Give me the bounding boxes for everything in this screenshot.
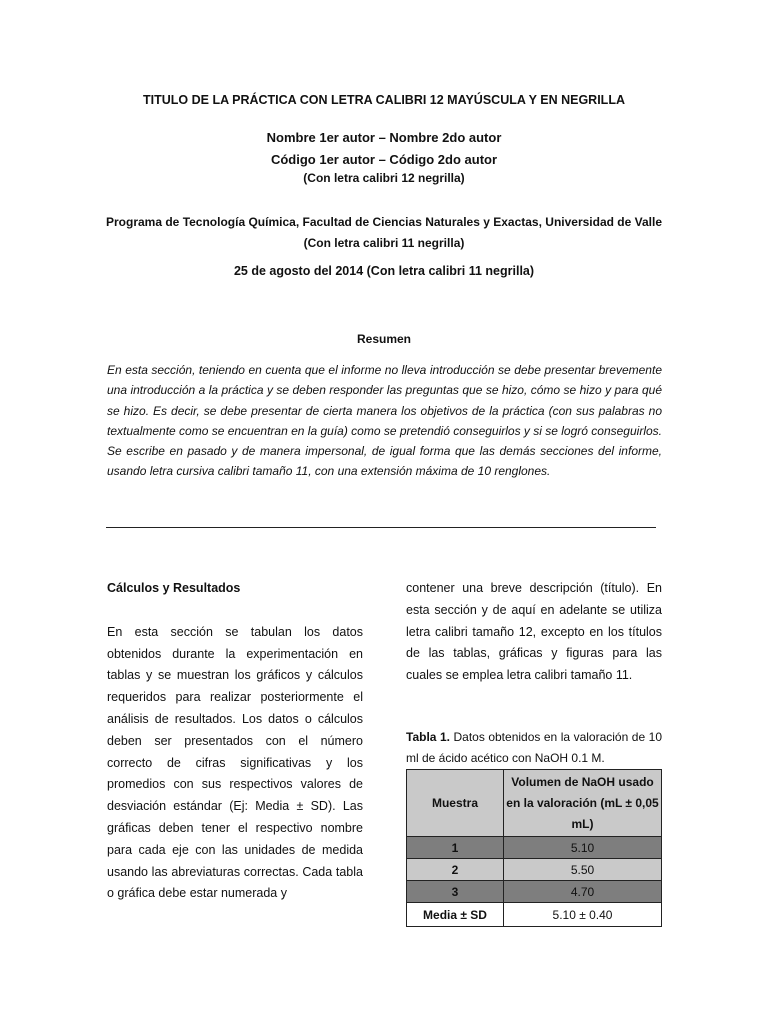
- date-line: 25 de agosto del 2014 (Con letra calibri 11 negrilla): [233, 264, 535, 278]
- results-table: [406, 769, 662, 927]
- program-note: (Con letra calibri 11 negrilla): [303, 236, 465, 250]
- section-divider: [106, 527, 656, 528]
- table-caption: [406, 727, 662, 769]
- table-header-volume: Volumen de NaOH usado en la valoración (mL ± 0,05 mL): [504, 770, 662, 837]
- table-cell-volume: 5.50: [504, 859, 662, 881]
- table-footer-label: Media ± SD: [407, 903, 504, 927]
- table-cell-volume: 4.70: [504, 881, 662, 903]
- authors-line: Nombre 1er autor – Nombre 2do autor: [266, 130, 502, 145]
- left-column-text: En esta sección se tabulan los datos obtenidos durante la experimentación en tablas y se muestran los gráficos y cálculos requeridos para realizar posteriormente el análisis de resultados. Los datos o cálculos deben ser presentados con el número correcto de cifras significativas y los promedios con sus respectivos valores de desviación estándar (Ej: Media ± SD). Las gráficas deben tener el respectivo nombre para cada eje con las unidades de medida usando las abreviaturas correctas. Cada tabla o gráfica debe estar numerada y: [107, 624, 363, 901]
- table-footer-value: 5.10 ± 0.40: [504, 903, 662, 927]
- table-caption-label: Tabla 1.: [406, 730, 450, 744]
- abstract-text: En esta sección, teniendo en cuenta que el informe no lleva introducción se debe presentar brevemente una introducción a la práctica y se deben responder las preguntas que se hizo, cómo se hizo y para qué se hizo. Es decir, se debe presentar de cierta manera los objetivos de la práctica (con sus palabras no textualmente como se encuentran en la guía) como se pretendió conseguirlos y si se logró conseguirlos. Se escribe en pasado y de manera impersonal, de igual forma que las demás secciones del informe, usando letra cursiva calibri tamaño 11, con una extensión máxima de 10 renglones.: [107, 363, 662, 479]
- authors-note: (Con letra calibri 12 negrilla): [303, 171, 465, 185]
- table-footer-row: [407, 903, 662, 927]
- program-line: Programa de Tecnología Química, Facultad de Ciencias Naturales y Exactas, Universidad de Valle: [106, 215, 662, 229]
- codes-line: Código 1er autor – Código 2do autor: [270, 152, 498, 167]
- table-row: [407, 859, 662, 881]
- table-row: [407, 881, 662, 903]
- table-header-row: [407, 770, 662, 837]
- table-cell-sample: 1: [407, 837, 504, 859]
- right-column-text: contener una breve descripción (título). En esta sección y de aquí en adelante se utiliza letra calibri tamaño 12, excepto en los títulos de las tablas, gráficas y figuras para las cuales se emplea letra calibri tamaño 11.: [406, 581, 662, 683]
- section-heading: Cálculos y Resultados: [107, 581, 241, 595]
- left-column: [107, 578, 363, 905]
- authors-block: [90, 127, 678, 171]
- right-column: [406, 578, 662, 687]
- table-caption-text: Datos obtenidos en la valoración de 10 ml de ácido acético con NaOH 0.1 M.: [406, 730, 662, 765]
- table-cell-volume: 5.10: [504, 837, 662, 859]
- table-row: [407, 837, 662, 859]
- abstract-heading: Resumen: [356, 332, 412, 346]
- table-cell-sample: 2: [407, 859, 504, 881]
- table-cell-sample: 3: [407, 881, 504, 903]
- program-block: [70, 212, 698, 254]
- practice-title: TITULO DE LA PRÁCTICA CON LETRA CALIBRI 12 MAYÚSCULA Y EN NEGRILLA: [143, 93, 625, 107]
- table-header-sample: Muestra: [407, 770, 504, 837]
